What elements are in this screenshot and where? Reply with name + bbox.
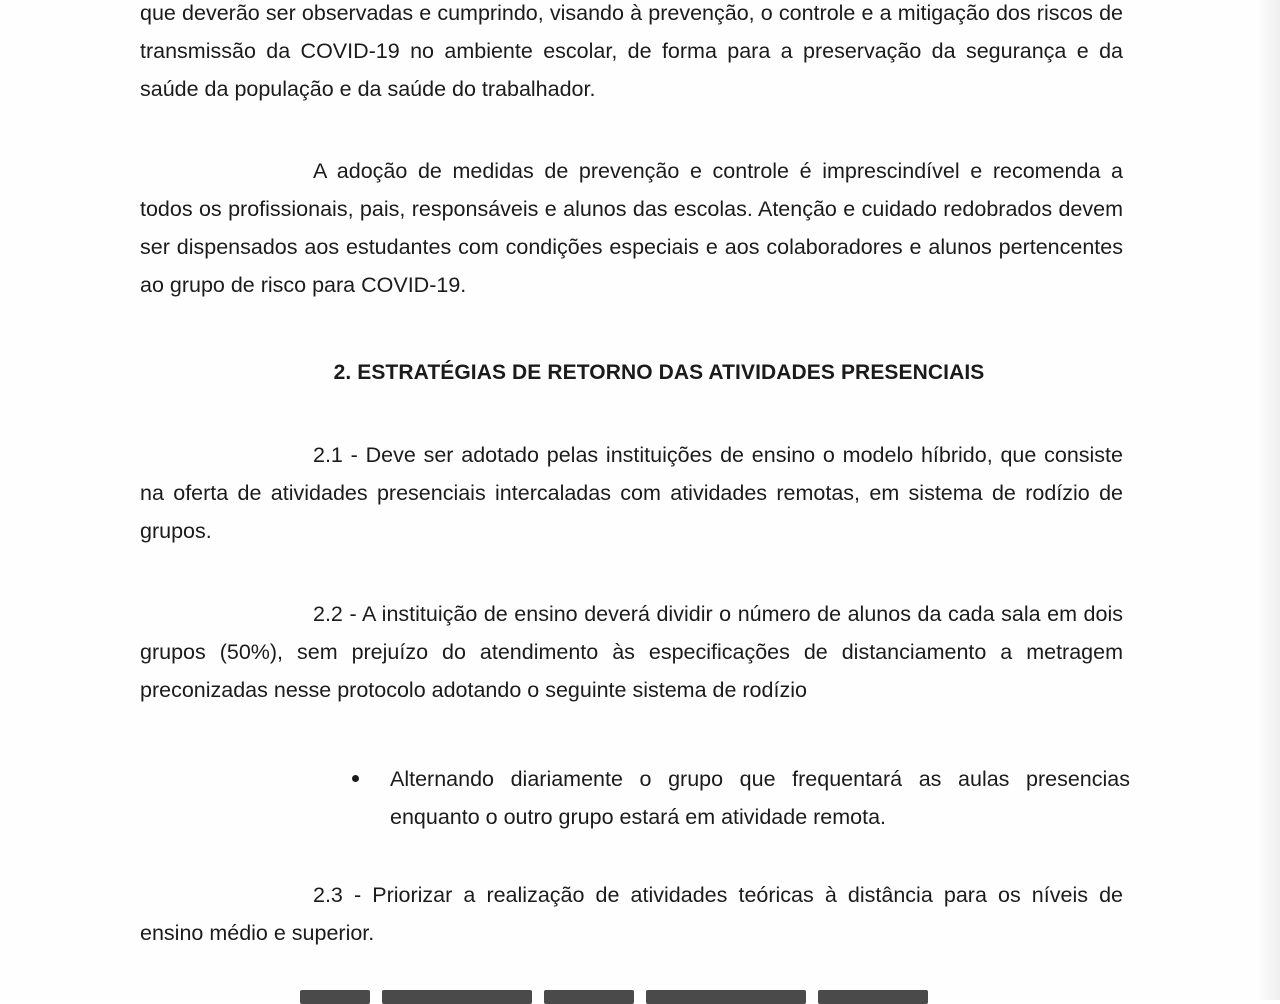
bullet-dot-icon [352,775,359,782]
item-2-1: 2.1 - Deve ser adotado pelas instituições de ensino o modelo híbrido, que consiste na oferta de atividades presenciais intercaladas com atividades remotas, em sistema de rodízio de grupos. [140,443,1123,543]
item-2-3: 2.3 - Priorizar a realização de atividades teóricas à distância para os níveis de ensino médio e superior. [140,883,1123,945]
scan-edge-shadow [1258,0,1280,1000]
item-2-2: 2.2 - A instituição de ensino deverá dividir o número de alunos da cada sala em dois grupos (50%), sem prejuízo do atendimento às especificações de distanciamento a metragem preconizadas nesse protocolo adotando o seguinte sistema de rodízio [140,602,1123,702]
paragraph-intro-continued: que deverão ser observadas e cumprindo, visando à prevenção, o controle e a mitigação dos riscos de transmissão da COVID-19 no ambiente escolar, de forma para a preservação da segurança e da saúde da população e da saúde do trabalhador. [140,1,1123,101]
section-heading: 2. ESTRATÉGIAS DE RETORNO DAS ATIVIDADES PRESENCIAIS [333,361,985,384]
paragraph-prevention-measures: A adoção de medidas de prevenção e controle é imprescindível e recomenda a todos os profissionais, pais, responsáveis e alunos das escolas. Atenção e cuidado redobrados devem ser dispensados aos estudantes com condições especiais e aos colaboradores e alunos pertencentes ao grupo de risco para COVID-19. [140,159,1123,297]
cut-off-next-line [300,990,1040,1004]
bullet-text: Alternando diariamente o grupo que frequentará as aulas presencias enquanto o outro grupo estará em atividade remota. [390,767,1130,829]
